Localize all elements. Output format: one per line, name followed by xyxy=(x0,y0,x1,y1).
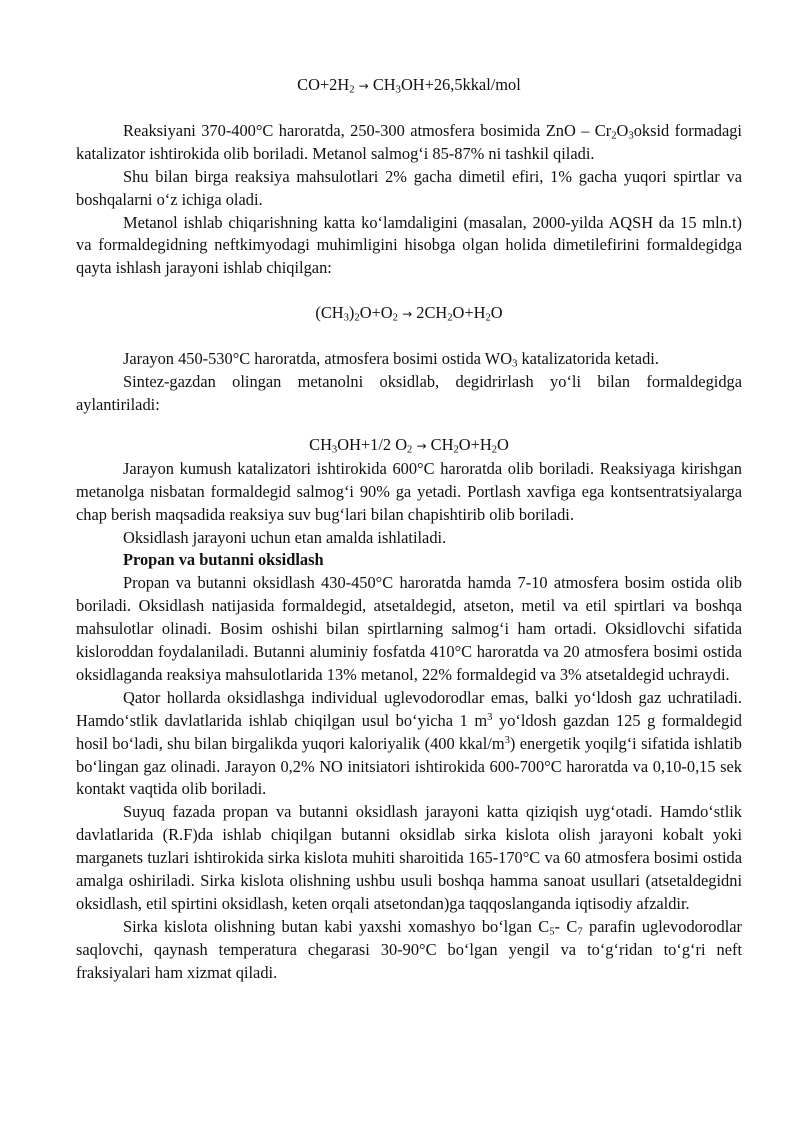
section-heading: Propan va butanni oksidlash xyxy=(123,550,324,570)
paragraph: Suyuq fazada propan va butanni oksidlash jarayoni katta qiziqish uygʻotadi. Hamdoʻstlik davlatlarida (R.F)da ishlab chiqilgan butanni oksidlab sirka kislota olish jarayoni kobalt yoki marganets tuzlari ishtirokida sirka kislota muhiti sharoitida 165-170°C va 60 atmosfera bosimi ostida amalga oshiriladi. Sirka kislota olishning ushbu usuli boshqa hamma sanoat usullari (atsetaldegidni oksidlash, etil spirtini oksidlash, keten orqali atsetondan)ga taqqoslanganda iqtisodiy afzaldir. xyxy=(76,802,742,913)
paragraph: Reaksiyani 370-400°C haroratda, 250-300 atmosfera bosimida ZnO – $Cr_2O_3oksid$ formadagi katalizator ishtirokida olib boriladi. Metanol salmogʻi 85-87% ni tashkil qiladi. xyxy=(76,120,742,163)
paragraph: Metanol ishlab chiqarishning katta koʻlamdaligini (masalan, 2000-yilda AQSH da 15 mln.t) va formaldegidning neftkimyodagi muhimligini hisobga olgan holida dimetilefirini formaldegidga qayta ishlash jarayoni ishlab chiqilgan: xyxy=(76,212,742,278)
paragraph: Jarayon 450-530°C haroratda, atmosfera bosimi ostida $WO_3$ katalizatorida ketadi. xyxy=(123,349,659,370)
equation-dimethyl-ether-oxidation: $(CH_3)_2O+O_2 \to 2CH_2O+H_2O$ xyxy=(315,303,503,324)
paragraph: Jarayon kumush katalizatori ishtirokida 600°C haroratda olib boriladi. Reaksiyaga kirishgan metanolga nisbatan formaldegid salmogʻi 90% ga yetadi. Portlash xavfiga ega kontsentratsiyalarga chap berish maqsadida reaksiya suv bugʻlari bilan chapishtirib olib boriladi. xyxy=(76,458,742,524)
paragraph: Sirka kislota olishning butan kabi yaxshi xomashyo boʻlgan $C_5-$ $C_7$ parafin uglevodorodlar saqlovchi, qaynash temperatura chegarasi 30-90°C boʻlgan yengil va toʻgʻridan toʻgʻri neft fraksiyalari ham xizmat qiladi. xyxy=(76,916,742,982)
paragraph: Shu bilan birga reaksiya mahsulotlari 2% gacha dimetil efiri, 1% gacha yuqori spirtlar va boshqalarni oʻz ichiga oladi. xyxy=(76,166,742,209)
equation-methanol-oxidation: $CH_3OH+1/2$ $O_2 \to CH_2O+H_2O$ xyxy=(309,434,509,456)
paragraph: Qator hollarda oksidlashga individual uglevodorodlar emas, balki yoʻldosh gaz uchratiladi. Hamdoʻstlik davlatlarida ishlab chiqilgan usul boʻyicha 1 $m^3$ yoʻldosh gazdan 125 g formaldegid hosil boʻladi, shu bilan birgalikda yuqori kaloriyalik (400 kkal/$m^3$) energetik yoqilgʻi sifatida ishlatib boʻlingan gaz olinadi. Jarayon 0,2% NO initsiatori ishtirokida 600-700°C haroratda va 0,10-0,15 sek kontakt vaqtida olib boriladi. xyxy=(76,687,743,799)
arrow-icon: → xyxy=(402,307,413,322)
arrow-icon: → xyxy=(358,79,369,93)
equation-methanol-synthesis: $CO+2H_2$ → $CH_3OH+26,5kkal$/mol xyxy=(297,75,521,96)
paragraph: Propan va butanni oksidlash 430-450°C haroratda hamda 7-10 atmosfera bosim ostida olib boriladi. Oksidlash natijasida formaldegid, atsetaldegid, atseton, metil va etil spirtlari va boshqa mahsulotlar olinadi. Bosim oshishi bilan spirtlarning salmogʻi ham ortadi. Oksidlovchi sifatida kisloroddan foydalaniladi. Butanni aluminiy fosfatda 410°C haroratda va 20 atmosfera bosimi ostida oksidlaganda reaksiya mahsulotlarida 13% metanol, 22% formaldegid va 3% atsetaldegid uchraydi. xyxy=(76,573,742,684)
paragraph: Sintez-gazdan olingan metanolni oksidlab, degidrirlash yoʻli bilan formaldegidga aylantiriladi: xyxy=(76,372,742,414)
document-body xyxy=(76,74,742,985)
arrow-icon: → xyxy=(416,438,427,453)
paragraph: Oksidlash jarayoni uchun etan amalda ishlatiladi. xyxy=(123,527,447,547)
